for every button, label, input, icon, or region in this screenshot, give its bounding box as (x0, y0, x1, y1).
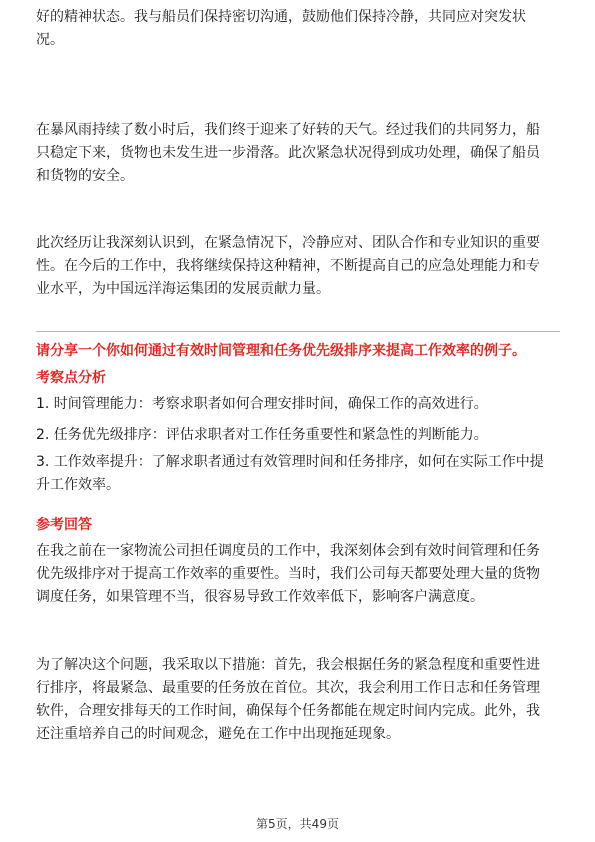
text-line: 在我之前在一家物流公司担任调度员的工作中，我深刻体会到有效时间管理和任务 (36, 543, 540, 559)
page-number: 第5页，共49页 (256, 817, 339, 831)
analysis-item-3 (36, 451, 560, 497)
text-line: 好的精神状态。我与船员们保持密切沟通，鼓励他们保持冷静，共同应对突发状 (36, 9, 526, 25)
text-line: 行排序，将最紧急、最重要的任务放在首位。其次，我会利用工作日志和任务管理 (36, 680, 540, 696)
answer-paragraph-2 (36, 654, 560, 746)
story-paragraph-1 (36, 6, 560, 52)
text-line: 性。在今后的工作中，我将继续保持这种精神，不断提高自己的应急处理能力和专 (36, 258, 540, 274)
text-line: 和货物的安全。 (36, 168, 134, 184)
text-line: 软件，合理安排每天的工作时间，确保每个任务都能在规定时间内完成。此外，我 (36, 703, 540, 719)
analysis-heading: 考察点分析 (36, 370, 106, 386)
story-paragraph-2 (36, 119, 560, 188)
text-line: 2. 任务优先级排序：评估求职者对工作任务重要性和紧急性的判断能力。 (36, 427, 488, 443)
text-line: 还注重培养自己的时间观念，避免在工作中出现拖延现象。 (36, 726, 400, 742)
text-line: 此次经历让我深刻认识到，在紧急情况下，冷静应对、团队合作和专业知识的重要 (36, 235, 540, 251)
interview-question: 请分享一个你如何通过有效时间管理和任务优先级排序来提高工作效率的例子。 (36, 343, 526, 359)
analysis-item-1 (36, 393, 560, 416)
text-line: 1. 时间管理能力：考察求职者如何合理安排时间，确保工作的高效进行。 (36, 396, 488, 412)
section-divider (36, 331, 560, 332)
text-line: 3. 工作效率提升：了解求职者通过有效管理时间和任务排序，如何在实际工作中提 (36, 454, 544, 470)
text-line: 为了解决这个问题，我采取以下措施：首先，我会根据任务的紧急程度和重要性进 (36, 657, 540, 673)
text-line: 在暴风雨持续了数小时后，我们终于迎来了好转的天气。经过我们的共同努力，船 (36, 122, 540, 138)
analysis-item-2 (36, 424, 560, 447)
text-line: 只稳定下来，货物也未发生进一步滑落。此次紧急状况得到成功处理，确保了船员 (36, 145, 540, 161)
answer-heading: 参考回答 (36, 517, 92, 533)
text-line: 业水平，为中国远洋海运集团的发展贡献力量。 (36, 281, 330, 297)
text-line: 升工作效率。 (36, 477, 120, 493)
story-paragraph-3 (36, 232, 560, 301)
text-line: 优先级排序对于提高工作效率的重要性。当时，我们公司每天都要处理大量的货物 (36, 566, 540, 582)
text-line: 调度任务，如果管理不当，很容易导致工作效率低下，影响客户满意度。 (36, 589, 484, 605)
answer-paragraph-1 (36, 540, 560, 609)
text-line: 况。 (36, 32, 64, 48)
